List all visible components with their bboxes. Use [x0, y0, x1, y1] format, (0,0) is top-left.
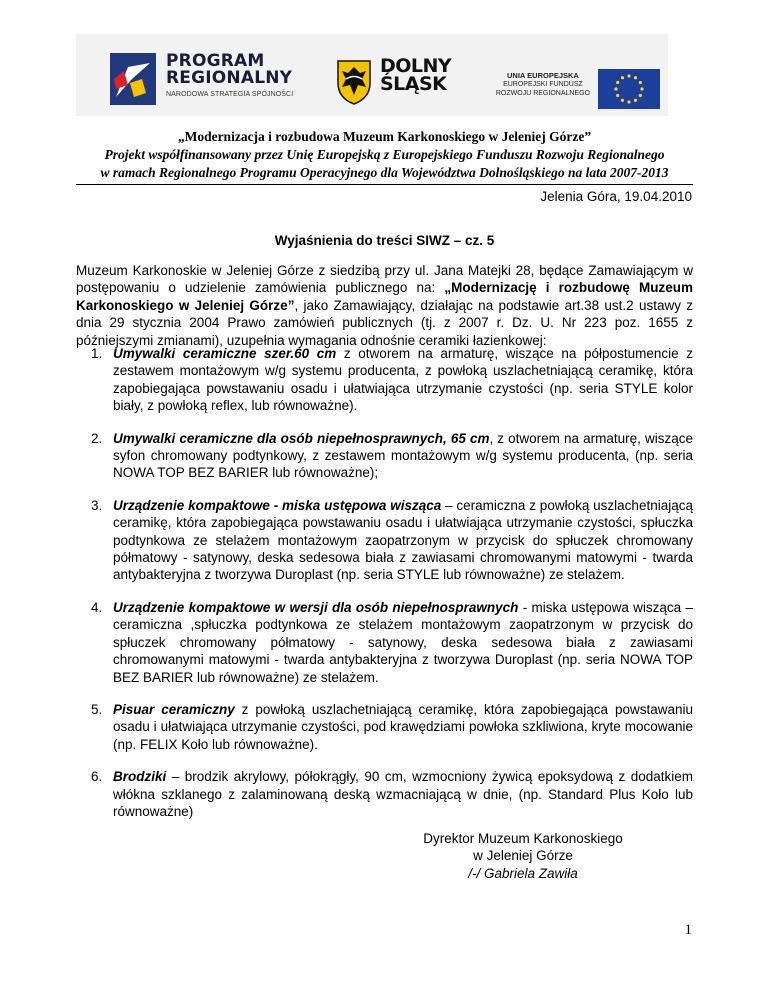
eu-fund-line: EUROPEJSKI FUNDUSZ	[503, 81, 583, 88]
intro-project-name: „Modernizację i rozbudowę Muzeum Karkonoskiego w Jeleniej Górze”	[76, 280, 693, 313]
dolny-text: DOLNY	[380, 55, 452, 77]
intro-text: Muzeum Karkonoskie w Jeleniej Górze z siedzibą przy ul. Jana Matejki 28, będące Zamawiającym w postępowaniu o udzielenie zamówienia publicznego na:	[76, 263, 693, 296]
program-regionalny-logo	[106, 49, 306, 109]
program-note: w ramach Regionalnego Programu Operacyjnego dla Województwa Dolnośląskiego na lata 2007-2013	[100, 165, 669, 180]
list-number: 6.	[91, 769, 103, 785]
list-number: 2.	[91, 430, 103, 446]
list-number: 5.	[91, 701, 103, 717]
eu-title: UNIA EUROPEJSKA	[507, 71, 579, 80]
program-title: PROGRAM	[166, 51, 265, 71]
cofinancing-note: Projekt współfinansowany przez Unię Europejską z Europejskiego Funduszu Rozwoju Regionalnego	[104, 147, 665, 162]
item-keyword: Brodziki	[113, 769, 167, 785]
item-text: – brodzik akrylowy, półokrągły, 90 cm, wzmocniony żywicą epoksydową z dodatkiem włókna szklanego z zalaminowaną deską wzmacniającą w dnie, (np. Standard Plus Koło lub równoważne)	[113, 769, 693, 819]
list-item	[76, 497, 693, 584]
page-number: 1	[684, 922, 692, 938]
item-keyword: Urządzenie kompaktowe - miska ustępowa wisząca	[113, 497, 442, 513]
item-text: z otworem na armaturę, wiszące na półpostumencie z zestawem montażowym w/g systemu producenta, z powłoką uszlachetniającą ceramikę, która zapobiegająca powstawaniu osadu i ułatwiająca utrzymanie czystości (np. seria STYLE kolor biały, z powłoką reflex, lub równoważne).	[113, 346, 693, 414]
item-keyword: Urządzenie kompaktowe w wersji dla osób niepełnosprawnych	[113, 599, 519, 615]
requirements-list	[76, 345, 693, 835]
slask-text: ŚLĄSK	[380, 73, 447, 95]
intro-text-2: , jako Zamawiający, działając na podstawie art.38 ust.2 ustawy z dnia 29 stycznia 2004 Prawo zamówień publicznych (tj. z 2007 r. Dz. U. Nr 223 poz. 1655 z późniejszymi zmianami), uzupełnia wymagania odnośnie ceramiki łazienkowej:	[76, 297, 694, 348]
item-keyword: Umywalki ceramiczne szer.60 cm	[113, 346, 337, 361]
item-keyword: Pisuar ceramiczny	[113, 701, 235, 717]
dolny-slask-logo	[334, 57, 464, 107]
item-keyword: Umywalki ceramiczne dla osób niepełnosprawnych, 65 cm	[113, 430, 490, 446]
signature-block	[418, 830, 628, 882]
intro-paragraph	[76, 262, 693, 349]
list-item	[76, 345, 693, 415]
project-title: „Modernizacja i rozbudowa Muzeum Karkonoskiego w Jeleniej Górze”	[177, 129, 592, 144]
list-number: 1.	[91, 346, 103, 361]
list-item	[76, 599, 693, 686]
eu-fund-line-2: ROZWOJU REGIONALNEGO	[495, 90, 590, 97]
program-title-2: REGIONALNY	[166, 68, 293, 88]
signature-title: Dyrektor Muzeum Karkonoskiego	[423, 831, 623, 846]
program-regionalny-emblem	[106, 49, 160, 109]
item-text: - miska ustępowa wisząca – ceramiczna ,spłuczka podtynkowa ze stelażem montażowym zaopatrzonym w przycisk do spłuczek chromowany półmatowy - satynowy, deska sedesowa biała z zawiasami chromowanymi matowymi - twarda antybakteryjna z tworzywa Duroplast (np. seria NOWA TOP BEZ BARIER lub równoważne) ze stelażem.	[113, 599, 693, 685]
eu-logo	[495, 69, 660, 109]
eagle-crest-icon	[334, 57, 374, 105]
signature-location: w Jeleniej Górze	[473, 848, 573, 864]
eu-flag-icon	[598, 69, 660, 109]
item-text: – ceramiczna z powłoką uszlachetniającą ceramikę, która zapobiegająca powstawaniu osadu i ułatwiająca utrzymanie czystości, spłuczka podtynkowa ze stelażem montażowym zaopatrzonym w przycisk do spłuczek chromowany półmatowy - satynowy, deska sedesowa biała z zawiasami chromowanymi matowymi - twarda antybakteryjna z tworzywa Duroplast (np. seria STYLE lub równoważne) ze stelażem.	[113, 497, 693, 583]
list-item	[76, 701, 693, 753]
item-text: , z otworem na armaturę, wiszące syfon chromowany podtynkowy, z zestawem montażowym w/g systemu producenta, (np. seria NOWA TOP BEZ BARIER lub równoważne);	[113, 430, 693, 481]
document-title: Wyjaśnienia do treści SIWZ – cz. 5	[274, 233, 495, 248]
signature-name: /-/ Gabriela Zawiła	[468, 865, 578, 881]
list-item	[76, 430, 693, 482]
logo-band	[76, 34, 668, 116]
program-subtitle: NARODOWA STRATEGIA SPÓJNOŚCI	[166, 91, 294, 98]
header-divider	[76, 184, 693, 185]
list-number: 4.	[91, 599, 103, 615]
list-item	[76, 768, 693, 820]
item-text: z powłoką uszlachetniającą ceramikę, która zapobiegająca powstawaniu osadu i ułatwiająca utrzymanie czystości, pod krawędziami powłoka szkliwiona, kryte mocowanie (np. FELIX Koło lub równoważne).	[113, 701, 693, 752]
list-number: 3.	[91, 497, 103, 513]
document-date: Jelenia Góra, 19.04.2010	[540, 189, 692, 204]
